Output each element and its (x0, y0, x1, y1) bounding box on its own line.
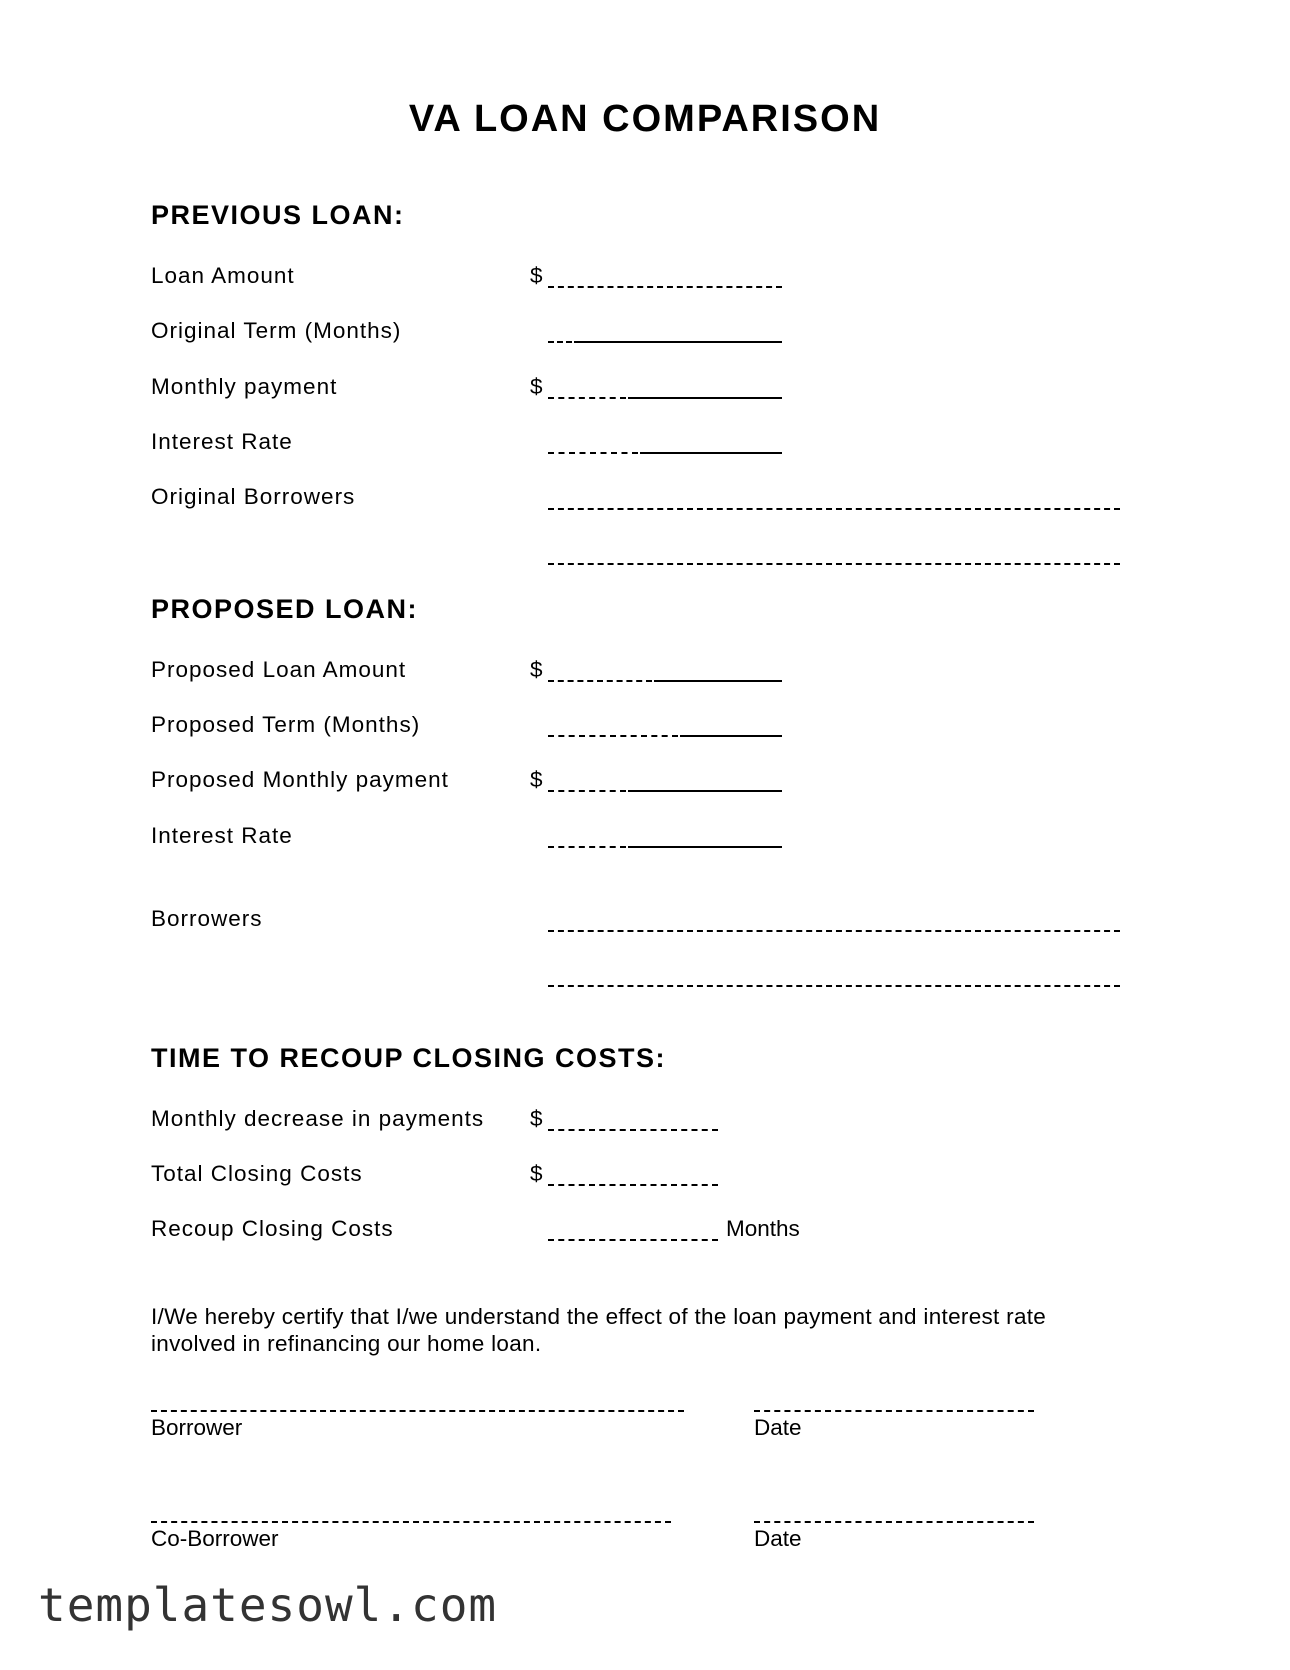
original-borrowers-field-1[interactable] (548, 508, 1120, 510)
proposed-monthly-payment-dollar: $ (530, 767, 543, 792)
original-term-field[interactable] (574, 341, 782, 343)
proposed-loan-amount-label: Proposed Loan Amount (151, 657, 407, 682)
borrower-label: Borrower (151, 1415, 243, 1440)
proposed-interest-rate-label: Interest Rate (151, 823, 293, 848)
certification-line-1: I/We hereby certify that I/we understand the effect of the loan payment and interest rate (151, 1304, 1047, 1329)
loan-amount-field[interactable] (548, 286, 782, 288)
proposed-loan-heading: PROPOSED LOAN: (151, 594, 419, 624)
proposed-monthly-payment-field-dashes (548, 790, 626, 792)
proposed-term-field[interactable] (680, 735, 782, 737)
proposed-borrowers-field-2[interactable] (548, 985, 1120, 987)
proposed-term-label: Proposed Term (Months) (151, 712, 421, 737)
interest-rate-field-dashes (548, 452, 638, 454)
loan-amount-dollar: $ (530, 263, 543, 288)
monthly-payment-dollar: $ (530, 374, 543, 399)
original-term-label: Original Term (Months) (151, 318, 402, 343)
recoup-closing-field[interactable] (548, 1239, 718, 1241)
proposed-borrowers-field-1[interactable] (548, 930, 1120, 932)
proposed-term-field-dashes (548, 735, 678, 737)
co-borrower-date-label: Date (754, 1526, 802, 1551)
interest-rate-field[interactable] (640, 452, 782, 454)
watermark: templatesowl.com (38, 1578, 498, 1632)
loan-amount-label: Loan Amount (151, 263, 295, 288)
certification-line-2: involved in refinancing our home loan. (151, 1331, 542, 1356)
monthly-decrease-field[interactable] (548, 1129, 718, 1131)
months-suffix: Months (726, 1216, 800, 1241)
co-borrower-signature-line[interactable] (151, 1521, 671, 1523)
monthly-decrease-label: Monthly decrease in payments (151, 1106, 485, 1131)
original-borrowers-field-2[interactable] (548, 563, 1120, 565)
interest-rate-label: Interest Rate (151, 429, 293, 454)
co-borrower-label: Co-Borrower (151, 1526, 279, 1551)
recoup-closing-label: Recoup Closing Costs (151, 1216, 394, 1241)
monthly-payment-field[interactable] (628, 397, 782, 399)
proposed-loan-amount-field-dashes (548, 680, 652, 682)
original-term-field-dashes (548, 341, 572, 343)
total-closing-dollar: $ (530, 1161, 543, 1186)
proposed-loan-amount-dollar: $ (530, 657, 543, 682)
borrower-date-label: Date (754, 1415, 802, 1440)
monthly-decrease-dollar: $ (530, 1106, 543, 1131)
proposed-monthly-payment-label: Proposed Monthly payment (151, 767, 449, 792)
borrower-date-line[interactable] (754, 1410, 1034, 1412)
proposed-loan-amount-field[interactable] (654, 680, 782, 682)
monthly-payment-label: Monthly payment (151, 374, 338, 399)
monthly-payment-field-dashes (548, 397, 626, 399)
total-closing-field[interactable] (548, 1184, 718, 1186)
proposed-monthly-payment-field[interactable] (628, 790, 782, 792)
recoup-heading: TIME TO RECOUP CLOSING COSTS: (151, 1043, 667, 1073)
proposed-borrowers-label: Borrowers (151, 906, 263, 931)
original-borrowers-label: Original Borrowers (151, 484, 356, 509)
page-title: VA LOAN COMPARISON (408, 98, 882, 140)
co-borrower-date-line[interactable] (754, 1521, 1034, 1523)
previous-loan-heading: PREVIOUS LOAN: (151, 200, 405, 230)
total-closing-label: Total Closing Costs (151, 1161, 363, 1186)
proposed-interest-rate-field[interactable] (628, 846, 782, 848)
proposed-interest-rate-field-dashes (548, 846, 626, 848)
borrower-signature-line[interactable] (151, 1410, 684, 1412)
